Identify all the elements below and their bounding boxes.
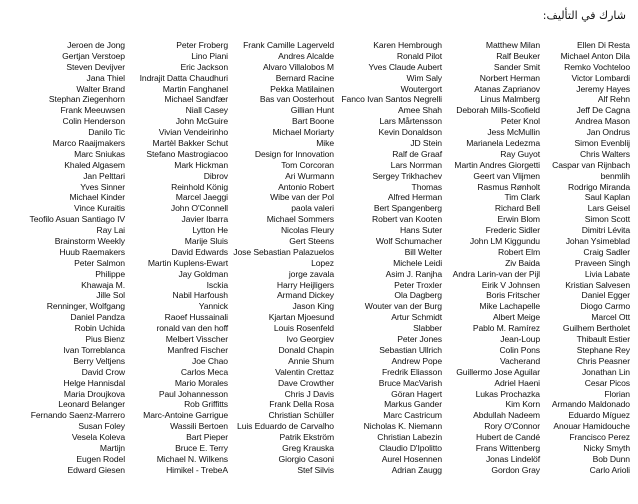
contributor-name: Stef Silvis (297, 464, 334, 475)
contributor-name: Frans Wittenberg (475, 442, 540, 453)
contributor-name: Louis Rosenfeld (273, 323, 334, 334)
contributor-name: Andres Alcalde (278, 50, 334, 61)
contributor-name: Eirik V Johnsen (481, 279, 540, 290)
contributor-name: Peter Troxler (394, 279, 442, 290)
contributor-name: John LM Kiggundu (469, 236, 540, 247)
contributor-name: Brainstorm Weekly (54, 236, 125, 247)
contributor-name: Philippe (95, 268, 125, 279)
names-column-1 (8, 40, 125, 476)
contributor-name: Bart Boone (292, 116, 334, 127)
contributor-name: Greg Krauska (282, 442, 334, 453)
contributor-name: Walter Brand (76, 83, 125, 94)
contributor-name: Ellen Di Resta (576, 40, 630, 50)
contributor-name: Teofilo Asuan Santiago IV (29, 214, 125, 225)
contributor-name: Mark Hickman (174, 159, 228, 170)
contributor-name: Pablo M. Ramírez (472, 323, 540, 334)
contributor-name: Michael Kinder (69, 192, 125, 203)
contributor-name: Woutergort (400, 83, 442, 94)
contributor-name: Martin Andres Giorgetti (454, 159, 540, 170)
contributor-name: Martin Fanghanel (162, 83, 228, 94)
contributor-name: Jean-Loup (500, 334, 540, 345)
contributor-name: Johan Ysimeblad (565, 236, 630, 247)
contributor-name: Wouter van der Burg (364, 301, 442, 312)
contributor-name: Andra Larin-van der Pijl (452, 268, 540, 279)
contributor-name: Christian Schüller (268, 410, 334, 421)
contributor-name: Rory O'Connor (484, 421, 540, 432)
contributor-name: John McGuire (175, 116, 228, 127)
contributor-name: Khawaja M. (81, 279, 125, 290)
contributor-name: Robert van Kooten (372, 214, 442, 225)
names-column-3 (228, 40, 334, 476)
contributor-name: Patrik Ekström (279, 432, 334, 443)
contributor-name: Mario Morales (174, 377, 228, 388)
contributor-name: Armando Maldonado (551, 399, 630, 410)
contributor-name: Jeroen de Jong (67, 40, 125, 50)
contributor-name: Lopez (311, 257, 334, 268)
contributor-name: Annie Shum (288, 355, 334, 366)
contributor-name: Abdullah Nadeem (473, 410, 540, 421)
contributor-name: Chris J Davis (284, 388, 334, 399)
contributor-name: Bart Pieper (186, 432, 228, 443)
contributor-name: Ola Dagberg (394, 290, 442, 301)
contributor-name: Boris Fritscher (486, 290, 540, 301)
contributor-name: Diogo Carmo (580, 301, 630, 312)
contributor-name: Martijn (99, 442, 125, 453)
contributor-name: Aurel Hosennen (381, 453, 442, 464)
contributor-name: Pius Bienz (85, 334, 125, 345)
contributor-name: Peter Jones (397, 334, 442, 345)
contributor-name: Adrian Zaugg (391, 464, 442, 475)
contributor-name: Peter Knol (500, 116, 540, 127)
contributor-name: Cesar Picos (584, 377, 630, 388)
contributor-name: Michele Leidi (393, 257, 442, 268)
contributor-name: Marco Raaijmakers (52, 138, 125, 149)
contributor-name: Steven Devijver (66, 61, 125, 72)
contributor-name: Ari Wurmann (285, 170, 334, 181)
contributor-name: Nicky Smyth (583, 442, 630, 453)
contributor-name: Isckia (206, 279, 228, 290)
contributor-name: Marcel Ott (591, 312, 630, 323)
contributor-name: Guilhem Bertholet (562, 323, 630, 334)
contributor-name: Valentin Crettaz (275, 366, 334, 377)
contributor-name: Hubert de Candé (476, 432, 540, 443)
contributor-name: Daniel Egger (581, 290, 630, 301)
contributor-name: Göran Hagert (391, 388, 442, 399)
contributor-name: Wolf Schumacher (375, 236, 442, 247)
contributor-name: Claudio D'Ipolitto (379, 442, 442, 453)
contributor-name: Jille Sol (96, 290, 125, 301)
contributor-name: Colin Henderson (62, 116, 125, 127)
contributor-name: Ivan Torreblanca (63, 344, 125, 355)
contributor-name: Indrajit Datta Chaudhuri (139, 72, 228, 83)
contributor-name: Renninger, Wolfgang (46, 301, 125, 312)
contributor-name: benmlih (600, 170, 630, 181)
contributor-name: Simon Scott (584, 214, 630, 225)
contributor-name: Paul Johannesson (158, 388, 228, 399)
contributor-name: Rob Griffitts (184, 399, 228, 410)
contributor-name: Antonio Robert (278, 181, 334, 192)
contributor-name: Gertjan Verstoep (62, 50, 125, 61)
contributor-name: David Edwards (171, 246, 228, 257)
contributor-name: Maria Droujkova (63, 388, 125, 399)
contributor-name: Norbert Herman (479, 72, 540, 83)
contributor-name: Javier Ibarra (181, 214, 228, 225)
contributor-name: Gillian Hunt (290, 105, 334, 116)
contributor-name: Donald Chapin (278, 344, 334, 355)
contributor-name: Dimitri Lévita (581, 225, 630, 236)
contributor-name: Nicolas Fleury (280, 225, 334, 236)
contributor-name: Marije Sluis (184, 236, 228, 247)
contributor-name: Wibe van der Pol (270, 192, 334, 203)
contributor-name: Wim Saly (406, 72, 442, 83)
contributor-name: Stephan Ziegenhorn (48, 94, 125, 105)
contributors-list (8, 40, 630, 476)
contributor-name: Karen Hembrough (373, 40, 442, 50)
contributor-name: Amee Shah (397, 105, 442, 116)
contributor-name: Fredrik Eliasson (381, 366, 442, 377)
contributor-name: Thibault Estier (576, 334, 630, 345)
contributor-name: Alvaro Villalobos M (262, 61, 334, 72)
contributor-name: David Crow (81, 366, 125, 377)
contributor-name: Caspar van Rijnbach (552, 159, 630, 170)
contributor-name: Mike Lachapelle (479, 301, 540, 312)
contributor-name: Bob Dunn (592, 453, 630, 464)
contributor-name: Armand Dickey (277, 290, 334, 301)
contributor-name: Slabber (413, 323, 442, 334)
contributors-heading: شارك في التأليف: (542, 9, 626, 22)
contributor-name: Chris Peasner (576, 355, 630, 366)
contributor-name: Jason King (292, 301, 334, 312)
contributor-name: Guillermo Jose Aguilar (456, 366, 540, 377)
contributor-name: Nicholas K. Niemann (363, 421, 442, 432)
contributor-name: Ray Lai (96, 225, 125, 236)
contributor-name: Lars Mårtensson (379, 116, 442, 127)
contributor-name: Design for Innovation (254, 148, 334, 159)
contributor-name: Daniel Pandza (70, 312, 125, 323)
contributor-name: Bruce MacVarish (378, 377, 442, 388)
contributor-name: Eric Jackson (180, 61, 228, 72)
contributor-name: Marc-Antoine Garrigue (143, 410, 228, 421)
contributor-name: jorge zavala (288, 268, 334, 279)
contributor-name: Susan Foley (78, 421, 125, 432)
contributor-name: Yannick (198, 301, 228, 312)
contributor-name: Dibrov (203, 170, 228, 181)
contributor-name: Lytton He (192, 225, 228, 236)
contributor-name: Bas van Oosterhout (259, 94, 334, 105)
contributor-name: Robert Elm (498, 246, 540, 257)
contributor-name: Fernando Saenz-Marrero (30, 410, 125, 421)
contributor-name: Bernard Racine (275, 72, 334, 83)
contributor-name: Carlo Arioli (589, 464, 630, 475)
contributor-name: Asim J. Ranjha (385, 268, 442, 279)
contributor-name: Lars Norrman (390, 159, 442, 170)
contributor-name: Stephane Rey (576, 344, 630, 355)
contributor-name: Craig Sadler (583, 246, 630, 257)
contributor-name: Jan Pelttari (83, 170, 125, 181)
contributor-name: Manfred Fischer (167, 344, 228, 355)
contributor-name: JD Stein (410, 138, 442, 149)
contributor-name: Livia Labate (584, 268, 630, 279)
contributor-name: Yves Claude Aubert (368, 61, 442, 72)
contributor-name: Vacherand (499, 355, 540, 366)
contributor-name: Simon Evenblij (574, 138, 630, 149)
contributor-name: Frederic Sidler (485, 225, 540, 236)
contributor-name: ronald van den hoff (156, 323, 228, 334)
contributor-name: Jess McMullin (487, 127, 540, 138)
contributor-name: Martin Kuplens-Ewart (147, 257, 228, 268)
contributor-name: Danilo Tic (88, 127, 125, 138)
names-column-6 (540, 40, 630, 476)
names-column-4 (334, 40, 442, 476)
contributor-name: Sebastian Ullrich (379, 344, 442, 355)
contributor-name: Nabil Harfoush (172, 290, 228, 301)
contributor-name: Francisco Perez (569, 432, 630, 443)
contributor-name: Atanas Zaprianov (474, 83, 540, 94)
contributor-name: Joe Chao (192, 355, 228, 366)
contributor-name: Jan Ondrus (586, 127, 630, 138)
contributor-name: Helge Hannisdal (63, 377, 125, 388)
contributor-name: Vince Kuraitis (74, 203, 125, 214)
contributor-name: Frank Camille Lagerveld (243, 40, 334, 50)
contributor-name: Albert Meige (492, 312, 540, 323)
contributor-name: Lars Geisel (587, 203, 630, 214)
contributor-name: Lino Piani (191, 50, 228, 61)
names-column-2 (125, 40, 228, 476)
contributor-name: Saul Kaplan (584, 192, 630, 203)
contributor-name: Andrea Mason (575, 116, 630, 127)
contributor-name: Jeremy Hayes (576, 83, 630, 94)
contributor-name: Reinhold König (171, 181, 228, 192)
contributor-name: Martèl Bakker Schut (152, 138, 228, 149)
contributor-name: Bruce E. Terry (175, 442, 228, 453)
contributor-name: Geert van Vlijmen (473, 170, 540, 181)
contributor-name: Deborah Mills-Scofield (456, 105, 540, 116)
contributor-name: Jay Goldman (178, 268, 228, 279)
contributor-name: Dave Crowther (277, 377, 334, 388)
contributor-name: Bill Welter (404, 246, 442, 257)
contributor-name: Kevin Donaldson (378, 127, 442, 138)
contributor-name: Ziv Baida (505, 257, 540, 268)
contributor-name: Artur Schmidt (391, 312, 442, 323)
contributor-name: Stefano Mastrogiacoo (146, 148, 228, 159)
contributor-name: Marc Sniukas (74, 148, 125, 159)
contributor-name: Jeff De Cagna (576, 105, 630, 116)
contributor-name: Marianela Ledezma (466, 138, 540, 149)
contributor-name: Khaled Algasem (64, 159, 125, 170)
contributor-name: Peter Froberg (176, 40, 228, 50)
contributor-name: Ray Guyot (500, 148, 540, 159)
contributor-name: Remko Vochteloo (564, 61, 630, 72)
contributor-name: Markus Gander (384, 399, 442, 410)
contributor-name: Christian Labezin (377, 432, 442, 443)
contributor-name: Erwin Blom (497, 214, 540, 225)
contributor-name: Niall Casey (185, 105, 228, 116)
contributor-name: Fanco Ivan Santos Negrelli (341, 94, 442, 105)
names-column-5 (442, 40, 540, 476)
contributor-name: Tim Clark (504, 192, 540, 203)
contributor-name: Kim Korn (505, 399, 540, 410)
contributor-name: Sergey Trikhachev (372, 170, 442, 181)
contributor-name: Thomas (411, 181, 442, 192)
contributor-name: Vivian Vendeirinho (158, 127, 228, 138)
contributor-name: Peter Salmon (74, 257, 125, 268)
contributor-name: Eugen Rodel (76, 453, 125, 464)
contributor-name: Eduardo Míguez (568, 410, 630, 421)
contributor-name: Kristian Salvesen (565, 279, 630, 290)
contributor-name: Jonas Lindelöf (485, 453, 540, 464)
contributor-name: Berry Veltjens (73, 355, 125, 366)
contributor-name: Raoef Hussainali (164, 312, 228, 323)
contributor-name: Michael Anton Dila (560, 50, 630, 61)
contributor-name: Rasmus Rønholt (477, 181, 540, 192)
contributor-name: Rodrigo Miranda (567, 181, 630, 192)
contributor-name: Carlos Meca (180, 366, 228, 377)
contributor-name: Bert Spangenberg (373, 203, 442, 214)
contributor-name: Harry Heijligers (276, 279, 334, 290)
contributor-name: Chris Walters (580, 148, 630, 159)
contributor-name: Frank Della Rosa (269, 399, 334, 410)
contributor-name: Victor Lombardi (571, 72, 630, 83)
contributor-name: Huub Raemakers (59, 246, 125, 257)
contributor-name: Florian (604, 388, 630, 399)
contributor-name: paola valeri (291, 203, 334, 214)
contributor-name: Vesela Koleva (71, 432, 125, 443)
contributor-name: Melbert Visscher (165, 334, 228, 345)
contributor-name: Jana Thiel (86, 72, 125, 83)
contributor-name: Ralf Beuker (496, 50, 540, 61)
contributor-name: Colin Pons (499, 344, 540, 355)
contributor-name: Michael Sandfær (164, 94, 228, 105)
contributor-name: Himikel - TrebeA (166, 464, 228, 475)
contributor-name: Yves Sinner (80, 181, 125, 192)
contributor-name: Edward Giesen (67, 464, 125, 475)
contributor-name: Frank Meeuwsen (60, 105, 125, 116)
contributor-name: Jonathan Lin (581, 366, 630, 377)
contributor-name: Gordon Gray (491, 464, 540, 475)
contributor-name: Pekka Matilainen (270, 83, 334, 94)
contributor-name: Michael Moriarty (272, 127, 334, 138)
contributor-name: Alf Rehn (597, 94, 630, 105)
contributor-name: Gert Steens (289, 236, 334, 247)
contributor-name: Ronald Pilot (396, 50, 442, 61)
contributor-name: Andrew Pope (391, 355, 442, 366)
contributor-name: Sander Smit (493, 61, 540, 72)
contributor-name: Giorgio Casoni (278, 453, 334, 464)
contributor-name: Hans Suter (400, 225, 442, 236)
contributor-name: Richard Bell (494, 203, 540, 214)
contributor-name: Anouar Hamidouche (553, 421, 630, 432)
contributor-name: Linus Malmberg (480, 94, 540, 105)
contributor-name: Ivo Georgiev (286, 334, 334, 345)
contributor-name: Alfred Herman (387, 192, 442, 203)
contributor-name: Michael N. Wilkens (156, 453, 228, 464)
contributor-name: Wassili Bertoen (170, 421, 228, 432)
contributor-name: Praveen Singh (574, 257, 630, 268)
contributor-name: Kjartan Mjoesund (268, 312, 334, 323)
contributor-name: Adriel Haeni (494, 377, 540, 388)
contributor-name: Marcel Jaeggi (175, 192, 228, 203)
contributor-name: Ralf de Graaf (392, 148, 442, 159)
contributor-name: Luis Eduardo de Carvalho (237, 421, 334, 432)
contributor-name: Robin Uchida (74, 323, 125, 334)
contributor-name: Leonard Belanger (58, 399, 125, 410)
contributor-name: Mike (316, 138, 334, 149)
contributor-name: Jose Sebastian Palazuelos (233, 246, 334, 257)
contributor-name: Marc Castricum (383, 410, 442, 421)
contributor-name: John O'Connell (170, 203, 228, 214)
contributor-name: Matthew Milan (485, 40, 540, 50)
contributor-name: Tom Corcoran (281, 159, 334, 170)
contributor-name: Michael Sommers (266, 214, 334, 225)
contributor-name: Lukas Prochazka (475, 388, 540, 399)
